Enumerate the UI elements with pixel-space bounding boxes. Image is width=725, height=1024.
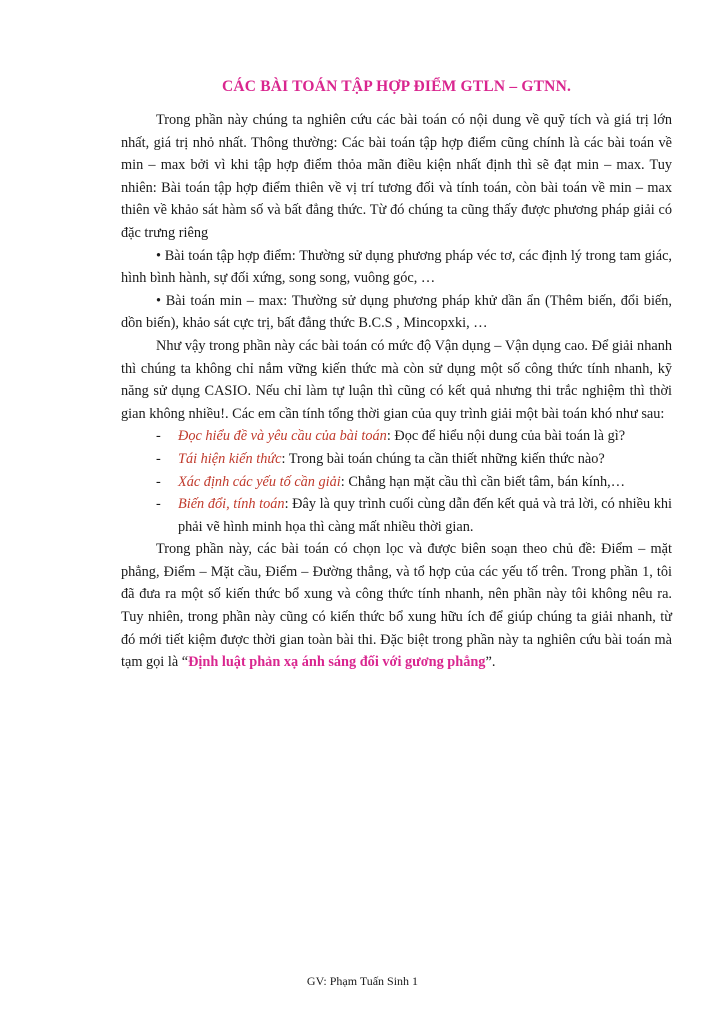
dash-marker: - <box>156 450 161 467</box>
closing-paragraph <box>121 538 672 674</box>
step-label: Biến đổi, tính toán <box>178 496 285 513</box>
step-text: : Đây là quy trình cuối cùng dẫn đến kết quả và trả lời, có nhiều khi phải vẽ hình minh họa thì càng mất nhiều thời gian. <box>178 496 672 535</box>
document-body <box>121 78 672 674</box>
list-item <box>121 471 672 494</box>
page-footer: GV: Phạm Tuấn Sinh 1 <box>306 974 419 988</box>
page-title: CÁC BÀI TOÁN TẬP HỢP ĐIỂM GTLN – GTNN. <box>221 78 572 95</box>
step-text: : Chẳng hạn mặt cầu thì cần biết tâm, bán kính,… <box>340 473 626 490</box>
step-text: : Đọc để hiểu nội dung của bài toán là gì? <box>386 428 626 445</box>
dash-marker: - <box>156 428 161 445</box>
closing-text: Trong phần này, các bài toán có chọn lọc và được biên soạn theo chủ đề: Điểm – mặt phẳng, Điểm – Mặt cầu, Điểm – Đường thẳng, và tổ hợp của các yếu tố trên. Trong phần 1, tôi đã đưa ra một số kiến thức bổ xung và công thức tính nhanh, nên phần này tôi không nêu ra. Tuy nhiên, trong phần này cũng có kiến thức bổ xung hữu ích để giúp chúng ta giải nhanh, từ đó mới tiết kiệm được thời gian toàn bài thi. Đặc biệt trong phần này ta nghiên cứu bài toán mà tạm gọi là “ <box>121 541 672 671</box>
closing-end: ”. <box>485 654 496 671</box>
step-label: Tái hiện kiến thức <box>178 450 282 467</box>
step-text: : Trong bài toán chúng ta cần thiết những kiến thức nào? <box>281 450 605 467</box>
dash-marker: - <box>156 496 161 513</box>
list-item <box>121 448 672 471</box>
intro-paragraph: Trong phần này chúng ta nghiên cứu các bài toán có nội dung về quỹ tích và giá trị lớn nhất, giá trị nhỏ nhất. Thông thường: Các bài toán tập hợp điểm cũng chính là các bài toán về min – max bởi vì khi tập hợp điểm thỏa mãn điều kiện nhất định thì sẽ đạt min – max. Tuy nhiên: Bài toán tập hợp điểm thiên về vị trí tương đối và tính toán, còn bài toán về min – max thiên về khảo sát hàm số và bất đẳng thức. Từ đó chúng ta cũng thấy được phương pháp giải có đặc trưng riêng <box>121 112 672 241</box>
list-item <box>121 493 672 538</box>
bullet-point-set: • Bài toán tập hợp điểm: Thường sử dụng phương pháp véc tơ, các định lý trong tam giác, hình bình hành, sự đối xứng, song song, vuông góc, … <box>121 247 672 287</box>
dash-marker: - <box>156 473 161 490</box>
process-steps-list <box>121 425 672 538</box>
bullet-minmax: • Bài toán min – max: Thường sử dụng phương pháp khử dần ẩn (Thêm biến, đổi biến, dồn biến), khảo sát cực trị, bất đẳng thức B.C.S , Mincopxki, … <box>121 292 672 332</box>
step-label: Đọc hiểu đề và yêu cầu của bài toán <box>178 428 387 445</box>
step-label: Xác định các yếu tố cần giải <box>178 473 341 490</box>
method-paragraph: Như vậy trong phần này các bài toán có mức độ Vận dụng – Vận dụng cao. Để giải nhanh thì chúng ta không chỉ nắm vững kiến thức mà còn sử dụng một số công thức tính nhanh, kỹ năng sử dụng CASIO. Nếu chỉ làm tự luận thì cũng có kết quả nhưng thi trắc nghiệm thì thời gian không nhiều!. Các em cần tính tổng thời gian của quy trình giải một bài toán khó như sau: <box>121 337 672 422</box>
list-item <box>121 425 672 448</box>
highlight-term: Định luật phản xạ ánh sáng đối với gương phẳng <box>188 654 486 671</box>
